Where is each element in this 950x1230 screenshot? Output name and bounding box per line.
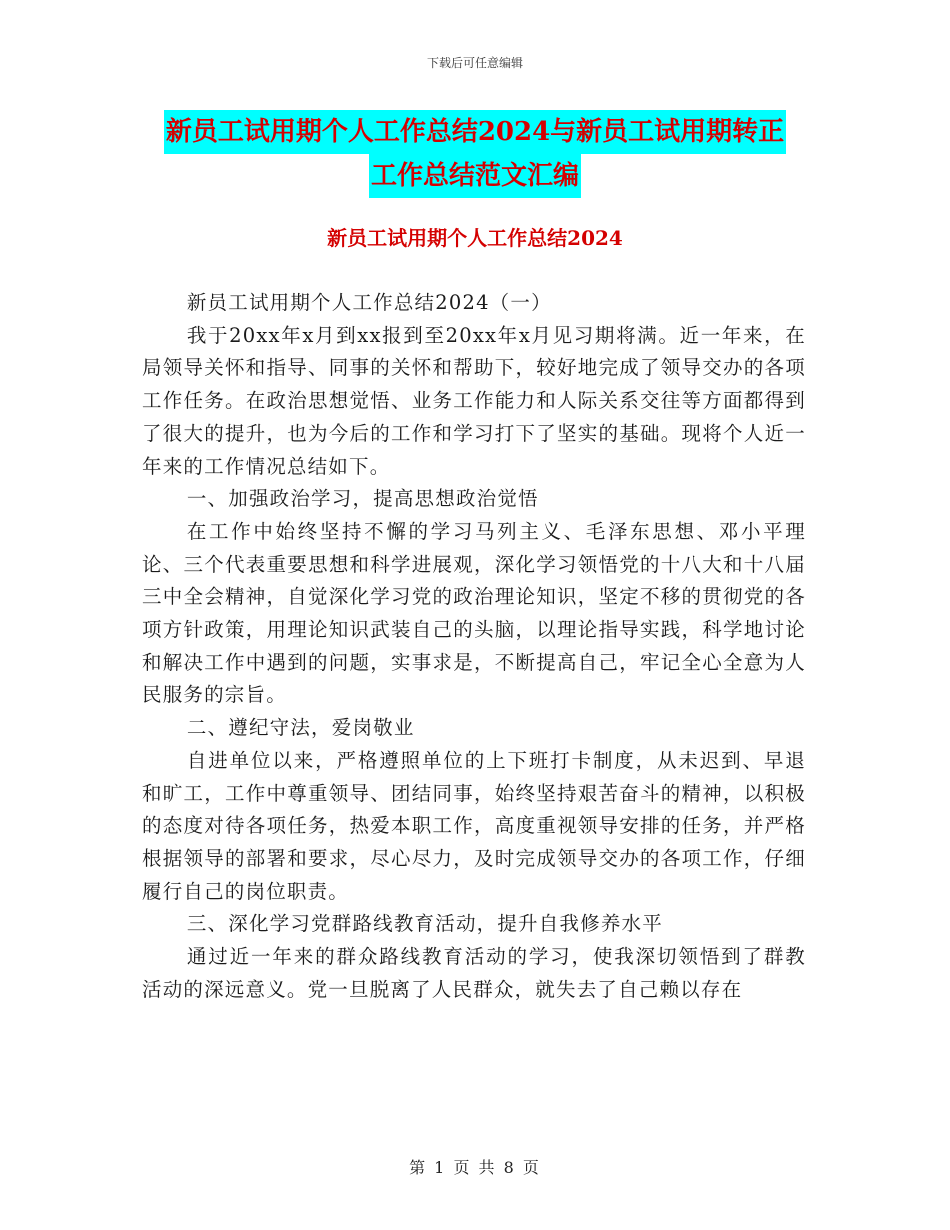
paragraph-heading: 二、遵纪守法，爱岗敬业: [186, 716, 415, 740]
page-number-footer: 第 1 页 共 8 页: [409, 1158, 541, 1177]
document-title-line-1: 新员工试用期个人工作总结2024与新员工试用期转正: [164, 110, 786, 154]
document-title: [0, 110, 950, 198]
paragraph-heading: 一、加强政治学习，提高思想政治觉悟: [186, 487, 539, 511]
paragraph: 我于20xx年x月到xx报到至20xx年x月见习期将满。近一年来，在局领导关怀和指导、同事的关怀和帮助下，较好地完成了领导交办的各项工作任务。在政治思想觉悟、业务工作能力和人际关系交往等方面都得到了很大的提升，也为今后的工作和学习打下了坚实的基础。现将个人近一年来的工作情况总结如下。: [142, 323, 806, 478]
header-note: 下载后可任意编辑: [426, 56, 523, 70]
paragraph-heading: 三、深化学习党群路线教育活动，提升自我修养水平: [186, 912, 663, 936]
paragraph: 通过近一年来的群众路线教育活动的学习，使我深切领悟到了群教活动的深远意义。党一旦脱离了人民群众，就失去了自己赖以存在: [142, 945, 806, 1001]
paragraph-subtitle: 新员工试用期个人工作总结2024（一）: [186, 291, 552, 314]
section-title: 新员工试用期个人工作总结2024: [327, 226, 623, 250]
paragraph: 在工作中始终坚持不懈的学习马列主义、毛泽东思想、邓小平理论、三个代表重要思想和科学进展观，深化学习领悟党的十八大和十八届三中全会精神，自觉深化学习党的政治理论知识，坚定不移的贯彻党的各项方针政策，用理论知识武装自己的头脑，以理论指导实践，科学地讨论和解决工作中遇到的问题，实事求是，不断提高自己，牢记全心全意为人民服务的宗旨。: [142, 519, 806, 707]
paragraph: 自进单位以来，严格遵照单位的上下班打卡制度，从未迟到、早退和旷工，工作中尊重领导、团结同事，始终坚持艰苦奋斗的精神，以积极的态度对待各项任务，热爱本职工作，高度重视领导安排的任务，并严格根据领导的部署和要求，尽心尽力，及时完成领导交办的各项工作，仔细履行自己的岗位职责。: [142, 748, 806, 903]
document-title-line-2: 工作总结范文汇编: [369, 154, 581, 198]
body-text: [142, 287, 806, 1006]
